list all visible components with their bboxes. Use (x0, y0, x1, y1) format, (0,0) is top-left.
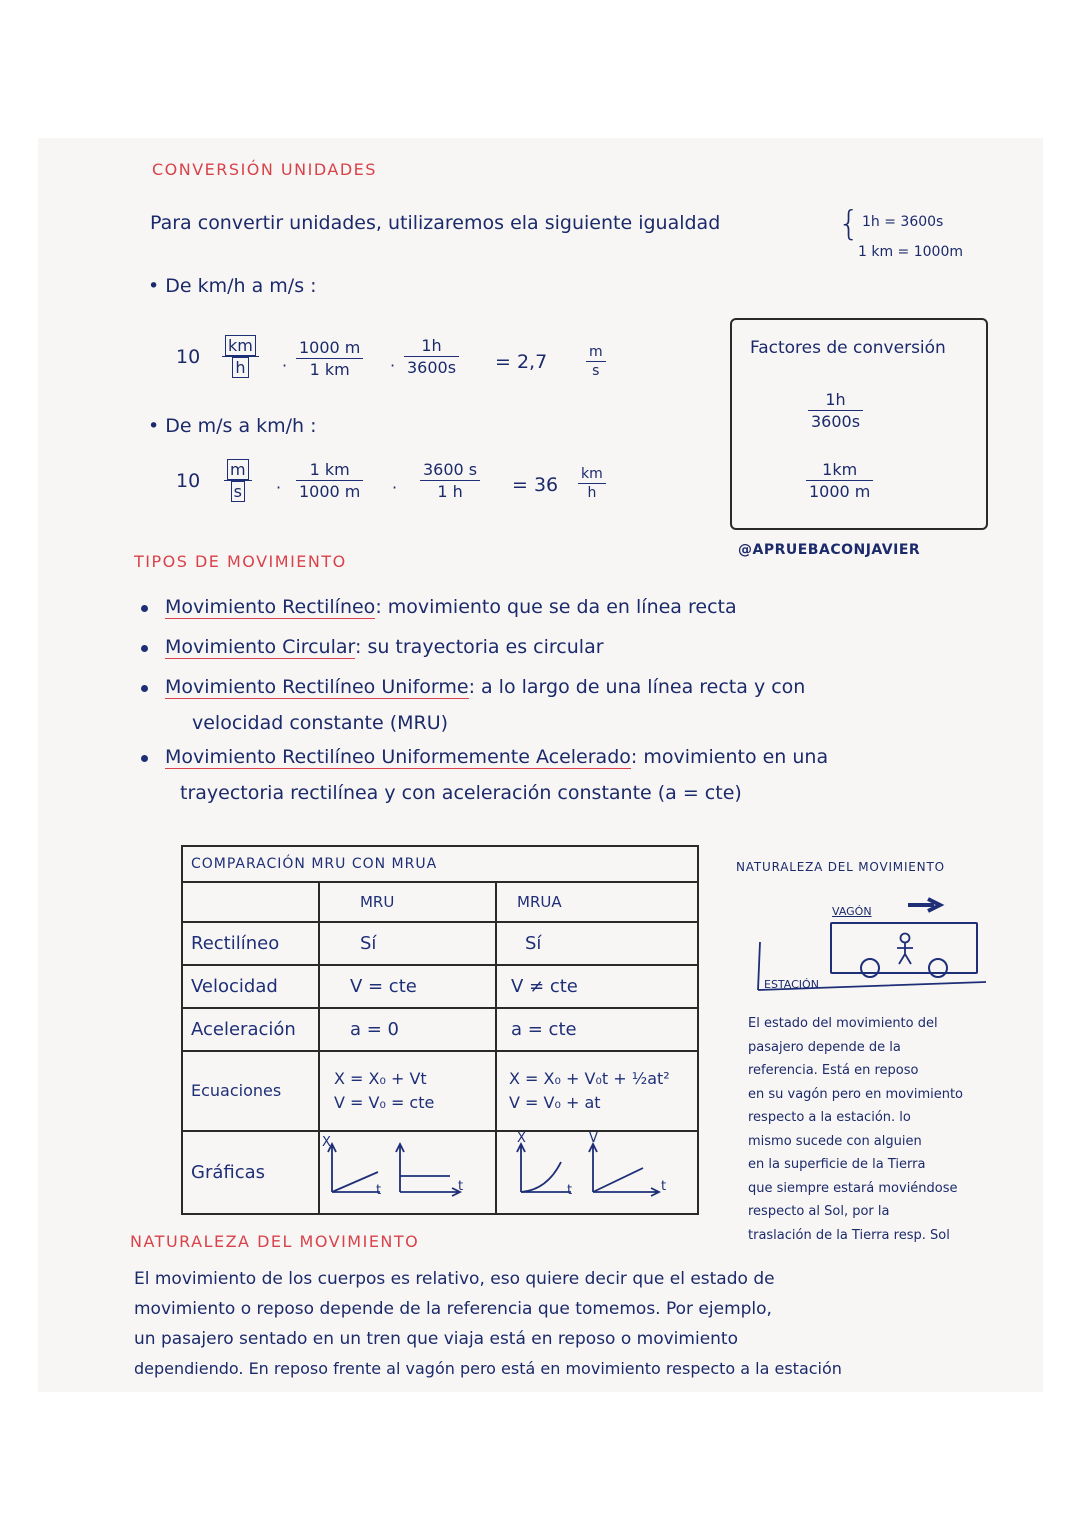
table-row: Gráficas X t t X V t t (182, 1131, 698, 1214)
wagon-label: VAGÓN (832, 905, 872, 918)
axis-label-t: t (457, 1179, 464, 1194)
ms-fraction-1: $\frac{m}{s}$ (224, 460, 252, 501)
comparison-title: COMPARACIÓN MRU CON MRUA (182, 846, 698, 882)
arrow-right-icon (906, 896, 946, 914)
conversion-heading: CONVERSIÓN UNIDADES (152, 160, 377, 179)
bullet-icon (141, 605, 148, 612)
mrua-graphs (496, 1131, 698, 1214)
brace-icon: { (838, 204, 860, 244)
mru-graph-sketch (320, 1132, 470, 1208)
factor-hours: $\frac{1h}{3600s}$ (808, 390, 863, 431)
ms-result: = 36 (512, 474, 559, 496)
multiply-dot: · (276, 478, 282, 497)
factor-km: $\frac{1km}{1000 m}$ (806, 460, 873, 501)
ms-fraction-3: $\frac{3600 s}{1 h}$ (420, 460, 480, 501)
station-label: ESTACIÓN (764, 978, 819, 991)
nature-side-text: El estado del movimiento del pasajero depende de la referencia. Está en reposo en su vagón pero en movimiento respecto a la estación. lo mismo sucede con alguien en la superficie de la Tierra que siempre estará moviéndose respecto al Sol, por la traslación de la Tierra resp. Sol (748, 1016, 964, 1243)
type-item: Movimiento Circular: su trayectoria es circular (165, 636, 604, 658)
table-row: Velocidad V = cte V ≠ cte (182, 965, 698, 1008)
factors-title: Factores de conversión (750, 338, 946, 358)
axis-label-v: V (589, 1132, 598, 1146)
ms-result-unit: $\frac{km}{h}$ (578, 466, 606, 501)
kmh-result: = 2,7 (495, 351, 548, 373)
conversion-intro: Para convertir unidades, utilizaremos ela siguiente igualdad (150, 212, 721, 234)
type-item-continued: velocidad constante (MRU) (192, 712, 449, 734)
type-item: Movimiento Rectilíneo Uniforme: a lo largo de una línea recta y con (165, 676, 806, 698)
nature-side-heading: NATURALEZA DEL MOVIMIENTO (736, 860, 945, 874)
multiply-dot: · (392, 478, 398, 497)
ms-lead-value: 10 (176, 470, 201, 492)
bullet-icon (141, 685, 148, 692)
axis-label-t: t (567, 1183, 573, 1198)
bullet-icon (141, 645, 148, 652)
axis-label-t: t (661, 1179, 667, 1194)
nature-bottom-heading: NATURALEZA DEL MOVIMIENTO (130, 1232, 420, 1251)
types-heading: TIPOS DE MOVIMIENTO (134, 552, 347, 571)
kmh-result-unit: $\frac{m}{s}$ (586, 344, 606, 379)
kmh-lead-value: 10 (176, 346, 201, 368)
ms-to-kmh-label: • De m/s a km/h : (148, 415, 317, 437)
multiply-dot: · (282, 356, 288, 375)
bullet-icon (141, 755, 148, 762)
kmh-to-ms-label: • De km/h a m/s : (148, 275, 317, 297)
type-item: Movimiento Rectilíneo: movimiento que se da en línea recta (165, 596, 737, 618)
kmh-fraction-2: $\frac{1000 m}{1 km}$ (296, 338, 363, 379)
type-item-continued: trayectoria rectilínea y con aceleración constante (a = cte) (180, 782, 742, 804)
kmh-fraction-3: $\frac{1h}{3600s}$ (404, 336, 459, 377)
mru-graphs (319, 1131, 496, 1214)
column-mrua: MRUA (496, 882, 698, 922)
table-row: Rectilíneo Sí Sí (182, 922, 698, 965)
nature-bottom-text: El movimiento de los cuerpos es relativo, eso quiere decir que el estado de movimiento o reposo depende de la referencia que tomemos. Por ejemplo, un pasajero sentado en un tren que viaja está en reposo o movimiento dependiendo. En reposo frente al vagón pero está en movimiento respecto a la estación (134, 1269, 842, 1378)
equality-hours: 1h = 3600s (862, 214, 944, 230)
table-row: Ecuaciones X = X₀ + Vt V = V₀ = cte X = X₀ + V₀t + ½at² V = V₀ + at (182, 1051, 698, 1131)
multiply-dot: · (390, 356, 396, 375)
axis-label-t: t (375, 1183, 382, 1198)
credit-handle: @APRUEBACONJAVIER (738, 542, 921, 558)
column-mru: MRU (319, 882, 496, 922)
kmh-fraction-1: $\frac{km}{h}$ (222, 336, 259, 377)
axis-label-x: X (517, 1132, 526, 1146)
equality-km: 1 km = 1000m (858, 244, 963, 260)
mrua-graph-sketch (497, 1132, 697, 1208)
table-row: Aceleración a = 0 a = cte (182, 1008, 698, 1051)
comparison-table (181, 845, 699, 1215)
type-item: Movimiento Rectilíneo Uniformemente Acelerado: movimiento en una (165, 746, 829, 768)
axis-label-x: X (321, 1135, 331, 1150)
ms-fraction-2: $\frac{1 km}{1000 m}$ (296, 460, 363, 501)
